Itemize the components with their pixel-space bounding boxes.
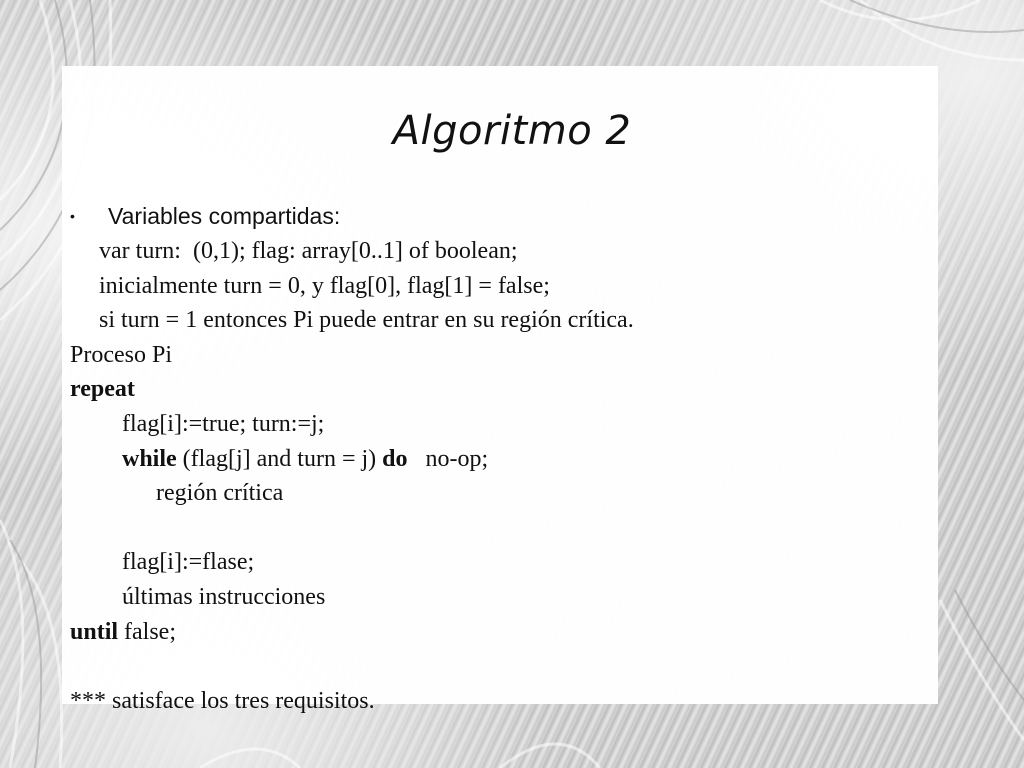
until-line [70, 615, 930, 650]
while-rest: no-op; [407, 445, 489, 472]
do-keyword: do [382, 445, 408, 472]
while-keyword: while [122, 445, 177, 472]
init-line: inicialmente turn = 0, y flag[0], flag[1] = false; [99, 272, 550, 299]
bullet-item [70, 198, 930, 234]
process-label-line: Proceso Pi [70, 341, 172, 368]
while-condition: (flag[j] and turn = j) [176, 445, 383, 472]
condition-line: si turn = 1 entonces Pi puede entrar en su región crítica. [99, 307, 634, 334]
note-line: *** satisface los tres requisitos. [70, 687, 375, 714]
while-line [70, 442, 930, 477]
blank-line-2 [70, 649, 930, 684]
until-rest: false; [118, 618, 177, 645]
until-keyword: until [70, 618, 119, 645]
repeat-keyword-line: repeat [70, 376, 135, 403]
flag-true-line: flag[i]:=true; turn:=j; [122, 410, 325, 437]
slide-title: Algoritmo 2 [392, 108, 632, 154]
var-declaration-line: var turn: (0,1); flag: array[0..1] of boolean; [99, 238, 518, 264]
bullet-dot-icon: • [70, 208, 75, 224]
flag-false-line: flag[i]:=flase; [122, 549, 255, 576]
last-instructions-line: últimas instrucciones [122, 583, 326, 610]
critical-region-line: región crítica [156, 480, 284, 507]
bullet-text: Variables compartidas: [108, 203, 341, 229]
blank-line [70, 511, 930, 546]
slide-content [70, 198, 930, 718]
